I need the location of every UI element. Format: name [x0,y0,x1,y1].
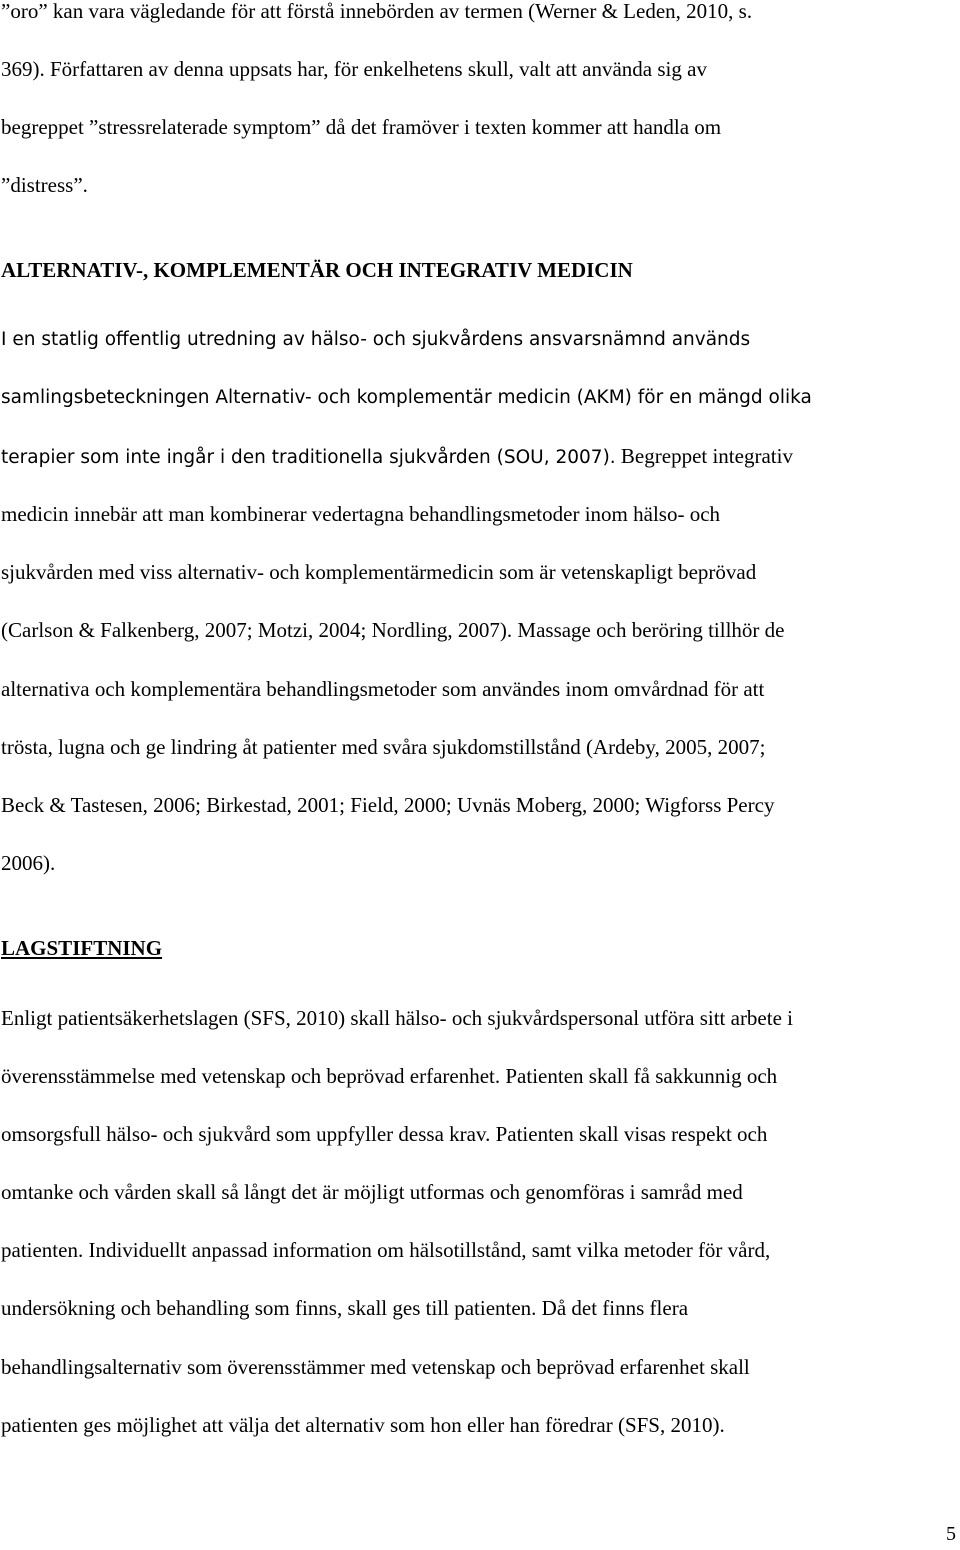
body-line: medicin innebär att man kombinerar vedertagna behandlingsmetoder inom hälso- och [1,502,721,526]
body-line: samlingsbeteckningen Alternativ- och komplementär medicin (AKM) för en mängd olika [1,387,812,408]
body-line-serif-part: Begreppet integrativ [620,444,793,468]
body-line: (Carlson & Falkenberg, 2007; Motzi, 2004; Nordling, 2007). Massage och beröring tillhör de [1,618,785,642]
body-line: Beck & Tastesen, 2006; Birkestad, 2001; Field, 2000; Uvnäs Moberg, 2000; Wigforss Percy [1,793,775,817]
body-line: överensstämmelse med vetenskap och beprövad erfarenhet. Patienten skall få sakkunnig och [1,1064,778,1088]
page-number: 5 [946,1523,956,1545]
body-line: trösta, lugna och ge lindring åt patienter med svåra sjukdomstillstånd (Ardeby, 2005, 2007; [1,735,766,759]
body-line: I en statlig offentlig utredning av hälso- och sjukvårdens ansvarsnämnd används [1,329,751,350]
body-line: 2006). [1,851,56,875]
body-line: patienten ges möjlighet att välja det alternativ som hon eller han föredrar (SFS, 2010). [1,1413,725,1437]
body-line: undersökning och behandling som finns, skall ges till patienten. Då det finns flera [1,1296,689,1320]
body-line: Enligt patientsäkerhetslagen (SFS, 2010) skall hälso- och sjukvårdspersonal utföra sitt arbete i [1,1006,793,1030]
body-line: omtanke och vården skall så långt det är möjligt utformas och genomföras i samråd med [1,1180,743,1204]
body-line: behandlingsalternativ som överensstämmer med vetenskap och beprövad erfarenhet skall [1,1355,750,1379]
body-line: patienten. Individuellt anpassad information om hälsotillstånd, samt vilka metoder för vård, [1,1238,771,1262]
body-line-sans-part: terapier som inte ingår i den traditionella sjukvården (SOU, 2007). [1,447,616,468]
body-line: omsorgsfull hälso- och sjukvård som uppfyller dessa krav. Patienten skall visas respekt och [1,1122,768,1146]
intro-line: ”oro” kan vara vägledande för att förstå innebörden av termen (Werner & Leden, 2010, s. [1,0,753,23]
section-heading-akm: ALTERNATIV-, KOMPLEMENTÄR OCH INTEGRATIV MEDICIN [1,258,633,282]
intro-line: begreppet ”stressrelaterade symptom” då det framöver i texten kommer att handla om [1,115,722,139]
section-heading-lagstiftning: LAGSTIFTNING [1,936,163,960]
intro-line: 369). Författaren av denna uppsats har, för enkelhetens skull, valt att använda sig av [1,57,707,81]
intro-line: ”distress”. [1,173,88,197]
body-line: alternativa och komplementära behandlingsmetoder som användes inom omvårdnad för att [1,677,765,701]
body-line [1,443,793,471]
body-line: sjukvården med viss alternativ- och komplementärmedicin som är vetenskapligt beprövad [1,560,757,584]
